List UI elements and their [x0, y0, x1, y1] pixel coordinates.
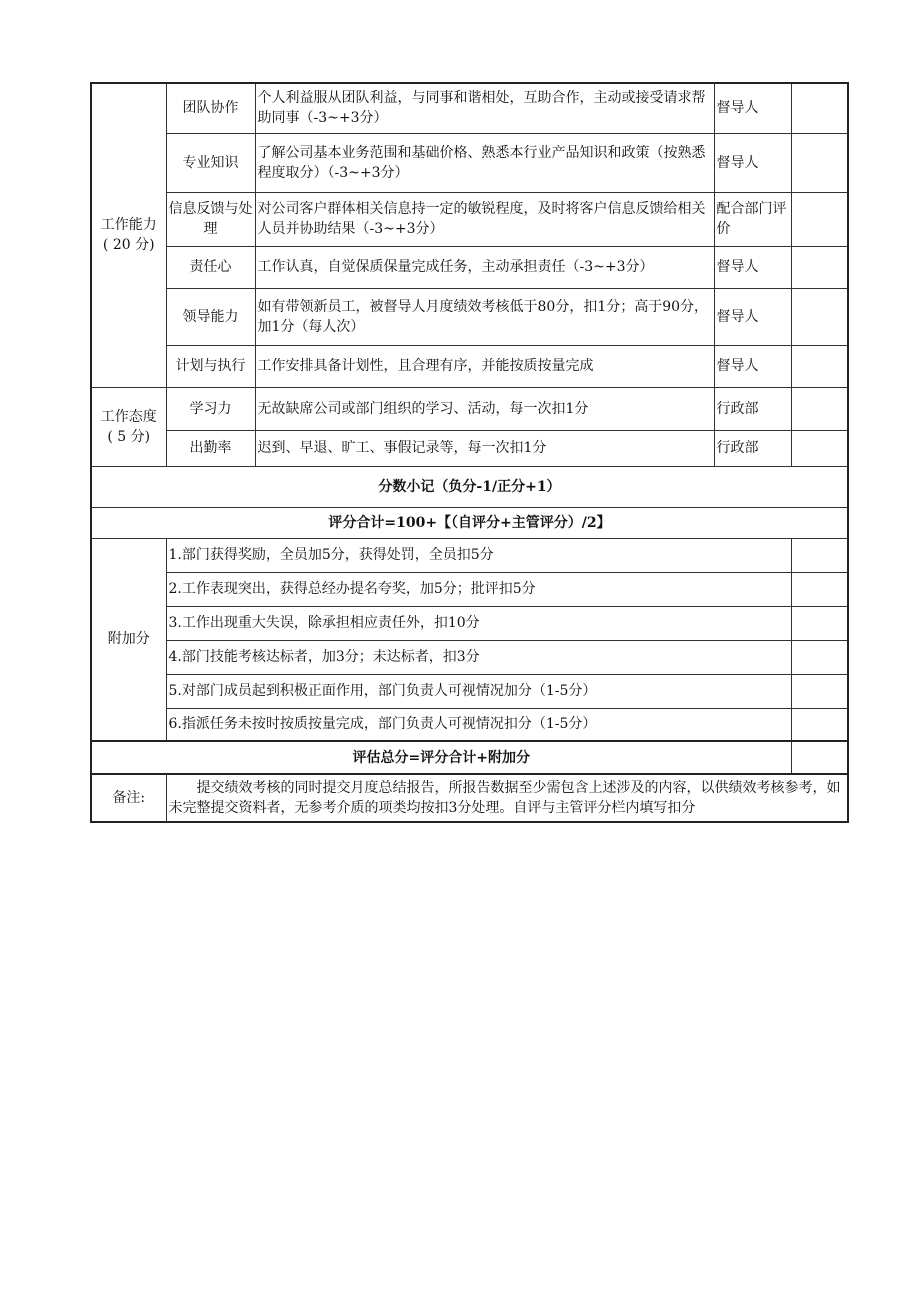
- ability-category-cell: [91, 83, 166, 387]
- item-description: 如有带领新员工，被督导人月度绩效考核低于80分，扣1分；高于90分，加1分（每人次）: [255, 288, 714, 345]
- score-cell: [791, 192, 848, 246]
- item-rater: 行政部: [714, 387, 791, 430]
- table-row: [91, 246, 848, 288]
- attitude-category-label: 工作态度: [100, 408, 157, 425]
- score-cell: [791, 345, 848, 387]
- table-row: [91, 83, 848, 133]
- score-cell: [791, 83, 848, 133]
- score-cell: [791, 246, 848, 288]
- table-row: [91, 774, 848, 822]
- score-cell: [791, 674, 848, 708]
- score-cell: [791, 288, 848, 345]
- ability-category-label: 工作能力: [100, 217, 157, 234]
- table-row: [91, 288, 848, 345]
- table-row: [91, 674, 848, 708]
- item-description: 对公司客户群体相关信息持一定的敏锐程度，及时将客户信息反馈给相关人员并协助结果（-3~+3分）: [255, 192, 714, 246]
- item-rater: 督导人: [714, 246, 791, 288]
- table-row: [91, 387, 848, 430]
- evaluation-table: [90, 82, 849, 823]
- item-name: 出勤率: [166, 430, 255, 466]
- bonus-category: 附加分: [91, 538, 166, 741]
- remark-text: 提交绩效考核的同时提交月度总结报告，所报告数据至少需包含上述涉及的内容，以供绩效考核参考，如未完整提交资料者，无参考介质的项类均按扣3分处理。自评与主管评分栏内填写扣分: [168, 780, 841, 816]
- item-name: 专业知识: [166, 133, 255, 192]
- bonus-item: 6.指派任务未按时按质按量完成，部门负责人可视情况扣分（1-5分）: [166, 708, 791, 741]
- bonus-item: 4.部门技能考核达标者，加3分；未达标者，扣3分: [166, 640, 791, 674]
- item-name: 领导能力: [166, 288, 255, 345]
- score-cell: [791, 387, 848, 430]
- final-total-score-cell: [791, 741, 848, 774]
- score-cell: [791, 538, 848, 572]
- table-row: [91, 572, 848, 606]
- item-description: 无故缺席公司或部门组织的学习、活动，每一次扣1分: [255, 387, 714, 430]
- remark-cell: [166, 774, 848, 822]
- remark-label: 备注:: [91, 774, 166, 822]
- score-cell: [791, 133, 848, 192]
- table-row: [91, 538, 848, 572]
- item-name: 学习力: [166, 387, 255, 430]
- item-rater: 行政部: [714, 430, 791, 466]
- item-description: 个人利益服从团队利益，与同事和谐相处，互助合作，主动或接受请求帮助同事（-3~+3分）: [255, 83, 714, 133]
- item-description: 工作认真，自觉保质保量完成任务，主动承担责任（-3~+3分）: [255, 246, 714, 288]
- score-cell: [791, 640, 848, 674]
- item-rater: 督导人: [714, 133, 791, 192]
- table-row: [91, 466, 848, 507]
- item-rater: 配合部门评价: [714, 192, 791, 246]
- table-row: [91, 741, 848, 774]
- table-row: [91, 640, 848, 674]
- item-description: 了解公司基本业务范围和基础价格、熟悉本行业产品知识和政策（按熟悉程度取分）（-3~+3分）: [255, 133, 714, 192]
- table-row: [91, 606, 848, 640]
- bonus-item: 5.对部门成员起到积极正面作用，部门负责人可视情况加分（1-5分）: [166, 674, 791, 708]
- attitude-category-points: ( 5 分): [107, 428, 151, 445]
- item-rater: 督导人: [714, 83, 791, 133]
- item-name: 计划与执行: [166, 345, 255, 387]
- table-row: [91, 708, 848, 741]
- table-row: [91, 133, 848, 192]
- table-row: [91, 192, 848, 246]
- bonus-item: 2.工作表现突出，获得总经办提名夸奖，加5分；批评扣5分: [166, 572, 791, 606]
- table-row: [91, 345, 848, 387]
- attitude-category-cell: [91, 387, 166, 466]
- final-total-formula: 评估总分=评分合计+附加分: [91, 741, 791, 774]
- score-note: 分数小记（负分-1/正分+1）: [91, 466, 848, 507]
- bonus-item: 1.部门获得奖励，全员加5分，获得处罚，全员扣5分: [166, 538, 791, 572]
- score-cell: [791, 430, 848, 466]
- item-name: 责任心: [166, 246, 255, 288]
- item-name: 信息反馈与处理: [166, 192, 255, 246]
- score-cell: [791, 606, 848, 640]
- item-description: 迟到、早退、旷工、事假记录等，每一次扣1分: [255, 430, 714, 466]
- table-row: [91, 507, 848, 538]
- score-total-formula: 评分合计=100+【（自评分+主管评分）/2】: [91, 507, 848, 538]
- ability-category-points: ( 20 分): [102, 237, 155, 254]
- item-rater: 督导人: [714, 288, 791, 345]
- item-rater: 督导人: [714, 345, 791, 387]
- score-cell: [791, 572, 848, 606]
- item-name: 团队协作: [166, 83, 255, 133]
- item-description: 工作安排具备计划性，且合理有序，并能按质按量完成: [255, 345, 714, 387]
- score-cell: [791, 708, 848, 741]
- bonus-item: 3.工作出现重大失误，除承担相应责任外，扣10分: [166, 606, 791, 640]
- table-row: [91, 430, 848, 466]
